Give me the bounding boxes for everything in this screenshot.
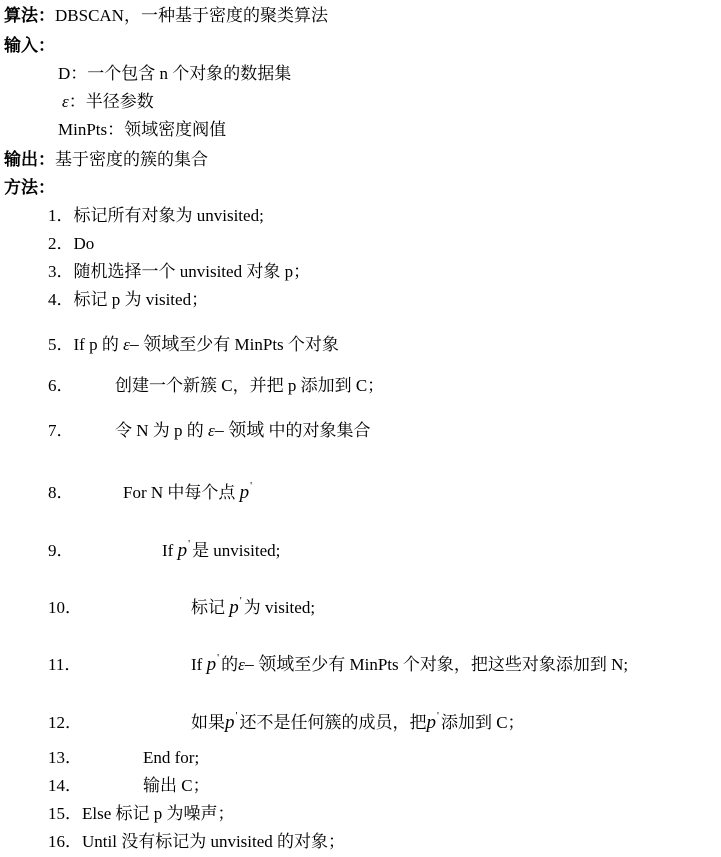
step-text: 如果 (191, 713, 225, 732)
neighborhood-label: – 领域 (214, 420, 265, 440)
step-text: Do (73, 234, 95, 253)
step-text: If p 的 (73, 335, 119, 354)
step-13 (48, 748, 199, 768)
point-p-symbol: p (177, 540, 188, 561)
epsilon-symbol: ε (238, 655, 245, 674)
step-number: 12． (48, 713, 82, 732)
step-10 (48, 591, 315, 618)
algorithm-title-line (4, 6, 328, 26)
input-label: 输入： (4, 36, 55, 55)
step-number: 11． (48, 655, 82, 674)
step-text: 创建一个新簇 C，并把 p 添加到 C； (115, 376, 385, 395)
output-line (4, 150, 208, 170)
step-text-mid: 还不是任何簇的成员，把 (239, 713, 427, 732)
epsilon-symbol: ε (123, 335, 130, 354)
step-text: Until 没有标记为 unvisited 的对象； (82, 832, 346, 851)
step-4 (48, 290, 208, 310)
input-description: ：半径参数 (68, 92, 154, 111)
step-text: For N 中每个点 (123, 483, 236, 502)
step-text: Else 标记 p 为噪声； (82, 804, 235, 823)
point-p-symbol: p (229, 597, 239, 618)
point-p-symbol: p (225, 712, 235, 733)
step-number: 6． (48, 376, 74, 395)
prime-mark: ' (217, 652, 220, 664)
step-text: 随机选择一个 unvisited 对象 p； (73, 262, 311, 281)
step-8 (48, 476, 254, 503)
point-p-symbol: p (239, 482, 250, 503)
step-5 (48, 334, 339, 355)
point-p-symbol: p (426, 712, 436, 733)
step-text: 标记所有对象为 unvisited; (73, 206, 264, 225)
input-description: ：一个包含 n 个对象的数据集 (70, 64, 292, 83)
step-number: 9． (48, 541, 74, 560)
step-number: 13． (48, 748, 82, 767)
step-text-tail: 中的对象集合 (264, 421, 371, 440)
step-text: If (191, 655, 203, 674)
step-12 (48, 706, 525, 733)
epsilon-symbol: ε (62, 92, 69, 111)
output-label: 输出： (4, 150, 55, 169)
step-text-tail: 至少有 MinPts 个对象，把这些对象添加到 N; (294, 655, 629, 674)
step-6 (48, 376, 384, 396)
step-text-tail: 至少有 MinPts 个对象 (179, 335, 339, 354)
input-item-dataset (58, 64, 291, 84)
step-3 (48, 262, 310, 282)
step-text-mid: 的 (221, 655, 239, 674)
step-text: 令 N 为 p 的 (115, 421, 204, 440)
step-2 (48, 234, 94, 254)
prime-mark: ' (239, 595, 242, 607)
neighborhood-label: – 领域 (129, 334, 180, 354)
input-item-radius (62, 92, 154, 112)
input-symbol: MinPts (58, 120, 108, 139)
step-number: 3． (48, 262, 74, 281)
neighborhood-label: – 领域 (244, 654, 295, 674)
prime-mark: ' (250, 480, 253, 492)
step-number: 4． (48, 290, 74, 309)
step-text-tail: 是 unvisited; (192, 541, 281, 560)
step-1 (48, 206, 264, 226)
step-number: 14． (48, 776, 82, 795)
step-text: 输出 C； (143, 776, 210, 795)
step-text: 标记 p 为 visited； (73, 290, 209, 309)
step-number: 8． (48, 483, 74, 502)
point-p-symbol: p (206, 654, 217, 675)
step-text-tail: 添加到 C； (440, 713, 525, 732)
step-16 (48, 832, 345, 852)
method-label: 方法： (4, 178, 55, 197)
input-description: ：领域密度阀值 (107, 120, 227, 139)
step-number: 1． (48, 206, 74, 225)
step-text: 标记 (191, 598, 225, 617)
step-number: 16． (48, 832, 82, 851)
step-text-tail: 为 visited; (243, 598, 316, 617)
step-number: 7． (48, 421, 74, 440)
prime-mark: ' (188, 538, 191, 550)
step-14 (48, 776, 210, 796)
epsilon-symbol: ε (208, 421, 215, 440)
step-15 (48, 804, 235, 824)
step-7 (48, 420, 370, 441)
step-number: 10． (48, 598, 82, 617)
output-text: 基于密度的簇的集合 (55, 150, 208, 169)
step-number: 15． (48, 804, 82, 823)
algorithm-title: DBSCAN，一种基于密度的聚类算法 (55, 6, 328, 25)
step-text: If (162, 541, 174, 560)
step-text: End for; (143, 748, 200, 767)
step-number: 5． (48, 335, 74, 354)
algorithm-label: 算法： (4, 6, 55, 25)
step-11 (48, 648, 628, 675)
step-number: 2． (48, 234, 74, 253)
input-item-minpts (58, 120, 226, 140)
prime-mark: ' (436, 710, 439, 722)
step-9 (48, 534, 280, 561)
prime-mark: ' (235, 710, 238, 722)
input-symbol: D (58, 64, 71, 83)
